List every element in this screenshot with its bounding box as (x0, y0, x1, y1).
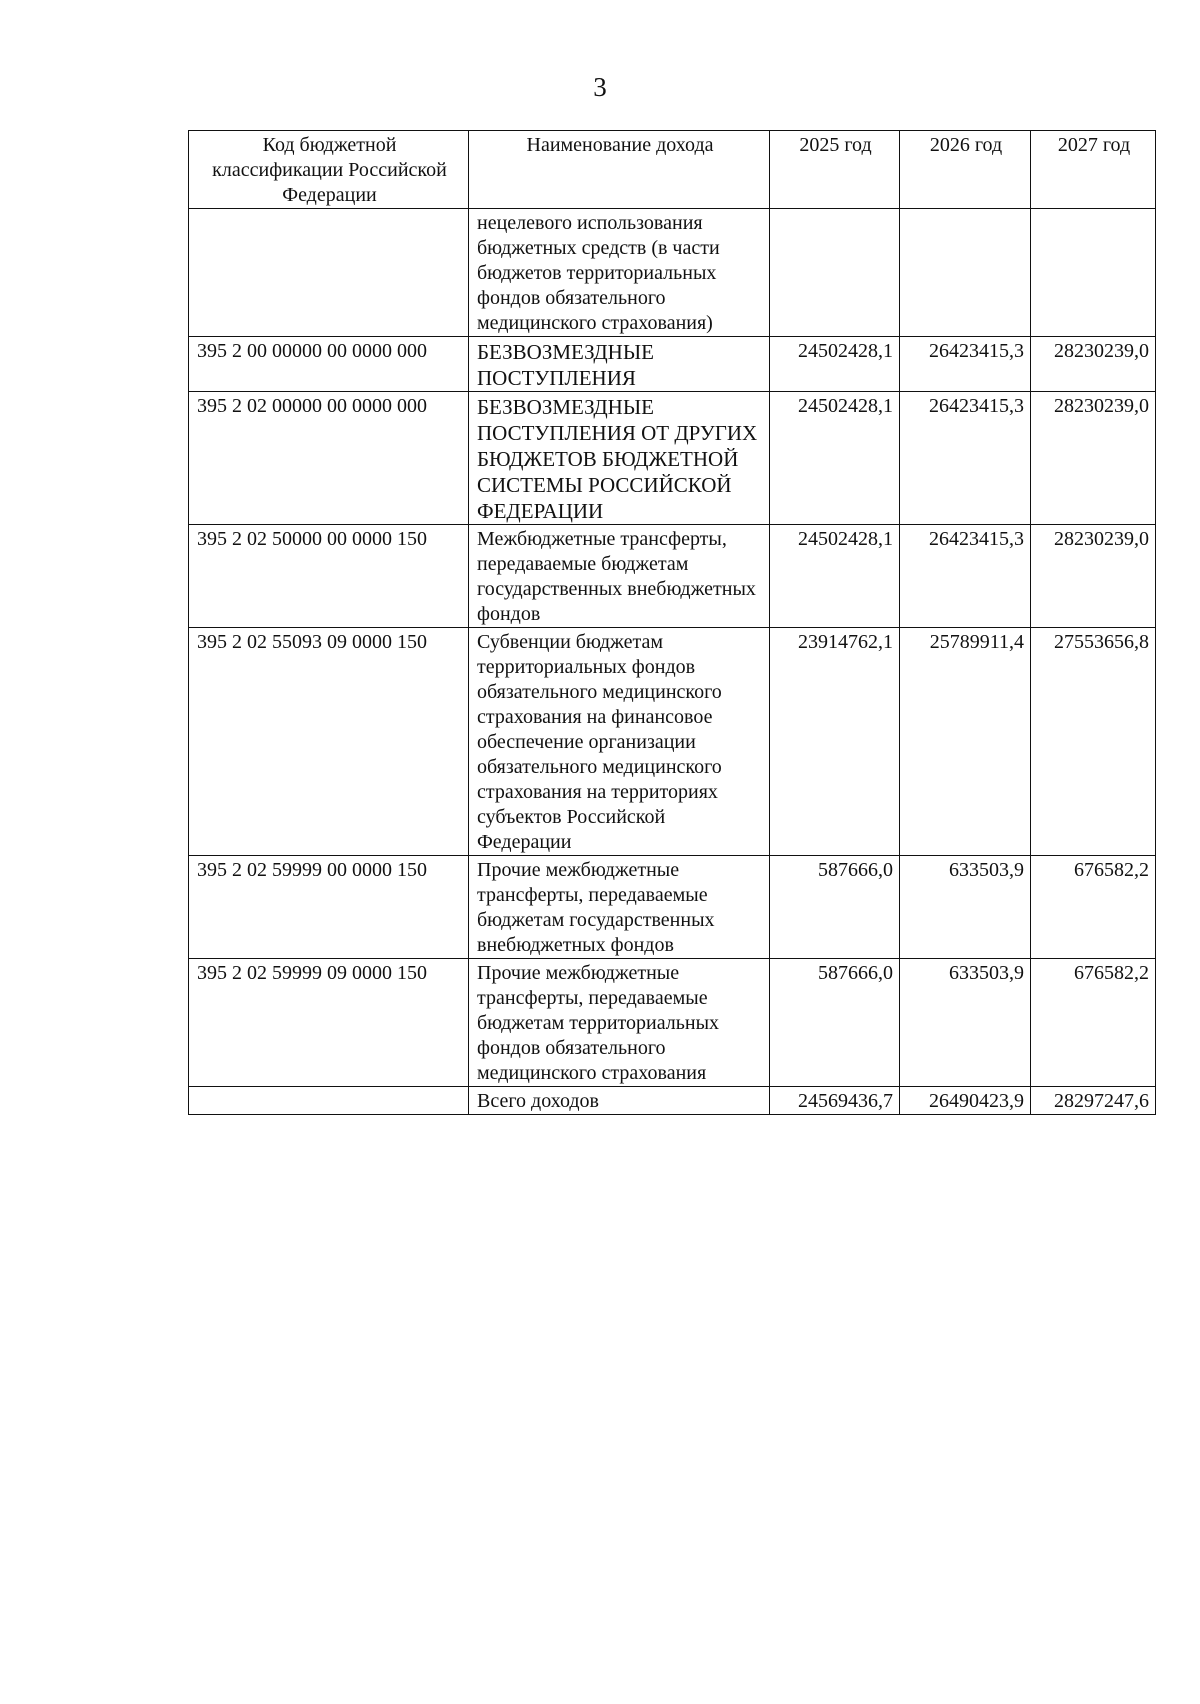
row-value-2026: 633503,9 (900, 959, 1031, 1087)
row-value-2025: 23914762,1 (770, 628, 900, 856)
row-value-2025: 587666,0 (770, 856, 900, 959)
row-revenue-name: нецелевого использования бюджетных средств (в части бюджетов территориальных фондов обязательного медицинского страхования) (469, 209, 770, 337)
header-budget-code: Код бюджетной классификации Российской Федерации (189, 131, 469, 209)
row-value-2025: 24502428,1 (770, 525, 900, 628)
row-value-2026: 26423415,3 (900, 392, 1031, 525)
table-row (189, 856, 1156, 959)
row-value-2026: 25789911,4 (900, 628, 1031, 856)
row-revenue-name: Прочие межбюджетные трансферты, передаваемые бюджетам территориальных фондов обязательного медицинского страхования (469, 959, 770, 1087)
budget-revenue-table (188, 130, 1156, 1115)
row-budget-code: 395 2 00 00000 00 0000 000 (189, 337, 469, 392)
table-row (189, 628, 1156, 856)
row-budget-code: 395 2 02 55093 09 0000 150 (189, 628, 469, 856)
row-value-2025: 24502428,1 (770, 392, 900, 525)
row-revenue-name: Прочие межбюджетные трансферты, передаваемые бюджетам государственных внебюджетных фондов (469, 856, 770, 959)
table-row (189, 209, 1156, 337)
total-value-2025: 24569436,7 (770, 1087, 900, 1115)
total-value-2026: 26490423,9 (900, 1087, 1031, 1115)
table-header-row (189, 131, 1156, 209)
table-row (189, 525, 1156, 628)
table-total-row (189, 1087, 1156, 1115)
table-row (189, 392, 1156, 525)
row-budget-code: 395 2 02 59999 09 0000 150 (189, 959, 469, 1087)
row-budget-code: 395 2 02 50000 00 0000 150 (189, 525, 469, 628)
row-revenue-name: Субвенции бюджетам территориальных фондов обязательного медицинского страхования на финансовое обеспечение организации обязательного медицинского страхования на территориях субъектов Российской Федерации (469, 628, 770, 856)
row-value-2026: 633503,9 (900, 856, 1031, 959)
row-value-2027: 27553656,8 (1031, 628, 1156, 856)
table-row (189, 337, 1156, 392)
row-value-2025 (770, 209, 900, 337)
total-label: Всего доходов (469, 1087, 770, 1115)
row-value-2027: 28230239,0 (1031, 337, 1156, 392)
row-value-2026: 26423415,3 (900, 525, 1031, 628)
row-value-2026 (900, 209, 1031, 337)
row-revenue-name: Межбюджетные трансферты, передаваемые бюджетам государственных внебюджетных фондов (469, 525, 770, 628)
row-value-2027 (1031, 209, 1156, 337)
total-value-2027: 28297247,6 (1031, 1087, 1156, 1115)
row-revenue-name: БЕЗВОЗМЕЗДНЫЕ ПОСТУПЛЕНИЯ (469, 337, 770, 392)
row-budget-code: 395 2 02 59999 00 0000 150 (189, 856, 469, 959)
row-value-2027: 676582,2 (1031, 959, 1156, 1087)
row-value-2027: 28230239,0 (1031, 525, 1156, 628)
row-revenue-name: БЕЗВОЗМЕЗДНЫЕ ПОСТУПЛЕНИЯ ОТ ДРУГИХ БЮДЖЕТОВ БЮДЖЕТНОЙ СИСТЕМЫ РОССИЙСКОЙ ФЕДЕРАЦИИ (469, 392, 770, 525)
page-number: 3 (593, 72, 607, 102)
row-value-2027: 676582,2 (1031, 856, 1156, 959)
row-value-2027: 28230239,0 (1031, 392, 1156, 525)
header-year-2025: 2025 год (770, 131, 900, 209)
table-row (189, 959, 1156, 1087)
row-value-2025: 587666,0 (770, 959, 900, 1087)
row-value-2026: 26423415,3 (900, 337, 1031, 392)
row-budget-code (189, 209, 469, 337)
total-empty-cell (189, 1087, 469, 1115)
header-year-2027: 2027 год (1031, 131, 1156, 209)
header-revenue-name: Наименование дохода (469, 131, 770, 209)
row-value-2025: 24502428,1 (770, 337, 900, 392)
row-budget-code: 395 2 02 00000 00 0000 000 (189, 392, 469, 525)
header-year-2026: 2026 год (900, 131, 1031, 209)
